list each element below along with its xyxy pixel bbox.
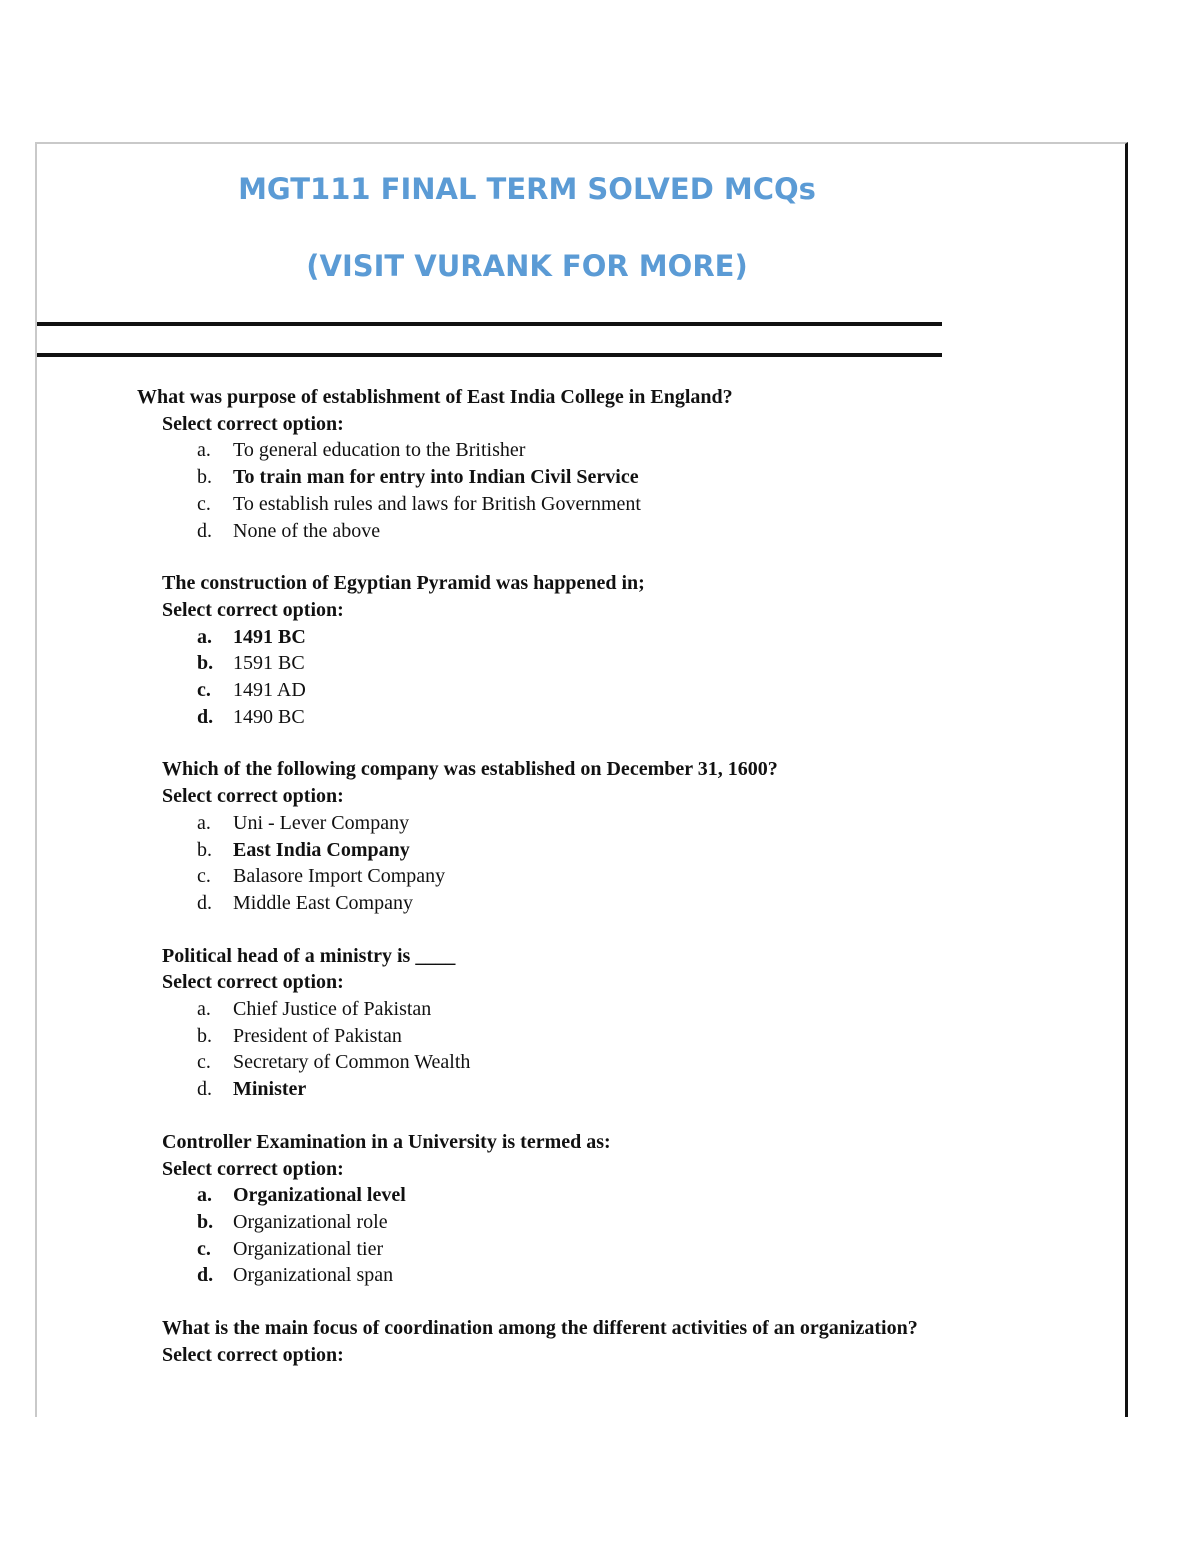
question-text: Controller Examination in a University is termed as: xyxy=(162,1130,611,1153)
option-item xyxy=(37,518,1037,545)
option-letter: c. xyxy=(197,1051,211,1074)
option-letter: b. xyxy=(197,838,212,861)
option-item xyxy=(37,650,1037,677)
divider-rule xyxy=(37,322,942,326)
option-letter: b. xyxy=(197,466,212,489)
question-block xyxy=(37,756,1037,916)
correct-answer-text: 1491 BC xyxy=(233,625,306,648)
option-item xyxy=(37,1023,1037,1050)
option-text: 1490 BC xyxy=(233,705,305,728)
option-letter: b. xyxy=(197,652,214,675)
option-letter: b. xyxy=(197,1210,214,1233)
correct-answer-text: East India Company xyxy=(233,838,410,861)
option-item xyxy=(37,464,1037,491)
option-text: Secretary of Common Wealth xyxy=(233,1051,471,1074)
option-item xyxy=(37,1236,1037,1263)
select-option-prompt: Select correct option: xyxy=(162,598,344,621)
question-block xyxy=(37,1315,1037,1368)
option-item xyxy=(37,677,1037,704)
divider-rule xyxy=(37,353,942,357)
option-list xyxy=(37,996,1037,1103)
correct-answer-text: To train man for entry into Indian Civil Service xyxy=(233,466,639,489)
option-letter: c. xyxy=(197,679,211,702)
question-block xyxy=(37,1129,1037,1289)
document-subtitle: (VISIT VURANK FOR MORE) xyxy=(306,249,748,283)
question-text: What was purpose of establishment of East India College in England? xyxy=(137,386,733,408)
question-text: Political head of a ministry is ____ xyxy=(162,944,456,967)
option-letter: c. xyxy=(197,1237,211,1260)
option-text: Organizational tier xyxy=(233,1237,384,1260)
document-page xyxy=(35,142,1128,1417)
option-letter: a. xyxy=(197,811,211,834)
option-letter: d. xyxy=(197,519,212,542)
option-item xyxy=(37,1049,1037,1076)
question-block xyxy=(37,943,1037,1103)
option-text: President of Pakistan xyxy=(233,1024,402,1047)
correct-answer-text: Organizational level xyxy=(233,1184,406,1207)
option-letter: d. xyxy=(197,1078,212,1101)
option-text: Organizational role xyxy=(233,1210,388,1233)
option-letter: d. xyxy=(197,891,212,914)
option-item xyxy=(37,863,1037,890)
option-item xyxy=(37,996,1037,1023)
option-letter: d. xyxy=(197,705,214,728)
select-option-prompt: Select correct option: xyxy=(162,1343,344,1366)
option-item xyxy=(37,1076,1037,1103)
correct-answer-text: Minister xyxy=(233,1078,307,1101)
question-list xyxy=(37,384,1037,1395)
option-text: None of the above xyxy=(233,519,381,542)
option-item xyxy=(37,890,1037,917)
select-option-prompt: Select correct option: xyxy=(162,785,344,808)
option-text: To establish rules and laws for British Government xyxy=(233,492,641,515)
option-item xyxy=(37,1209,1037,1236)
option-item xyxy=(37,810,1037,837)
option-item xyxy=(37,437,1037,464)
option-item xyxy=(37,491,1037,518)
question-text: Which of the following company was established on December 31, 1600? xyxy=(162,758,778,781)
option-letter: a. xyxy=(197,998,211,1021)
option-text: 1491 AD xyxy=(233,679,306,702)
option-letter: c. xyxy=(197,865,211,888)
option-letter: c. xyxy=(197,492,211,515)
option-letter: a. xyxy=(197,1184,212,1207)
question-text: The construction of Egyptian Pyramid was happened in; xyxy=(162,572,645,595)
question-text: What is the main focus of coordination among the different activities of an organization? xyxy=(162,1317,918,1340)
option-item xyxy=(37,1182,1037,1209)
select-option-prompt: Select correct option: xyxy=(162,412,344,435)
option-list xyxy=(37,624,1037,731)
option-item xyxy=(37,704,1037,731)
option-item xyxy=(37,1262,1037,1289)
document-title: MGT111 FINAL TERM SOLVED MCQs xyxy=(238,172,816,206)
option-text: Balasore Import Company xyxy=(233,865,446,888)
option-list xyxy=(37,810,1037,917)
question-block xyxy=(37,384,1037,544)
option-text: Middle East Company xyxy=(233,891,413,914)
option-letter: d. xyxy=(197,1264,214,1287)
question-block xyxy=(37,570,1037,730)
option-letter: b. xyxy=(197,1024,212,1047)
select-option-prompt: Select correct option: xyxy=(162,1157,344,1180)
option-text: To general education to the Britisher xyxy=(233,439,526,462)
option-item xyxy=(37,837,1037,864)
option-list xyxy=(37,1182,1037,1289)
option-text: Uni - Lever Company xyxy=(233,811,410,834)
option-text: 1591 BC xyxy=(233,652,305,675)
option-letter: a. xyxy=(197,439,211,462)
option-item xyxy=(37,624,1037,651)
option-list xyxy=(37,437,1037,544)
option-text: Organizational span xyxy=(233,1264,394,1287)
option-letter: a. xyxy=(197,625,212,648)
option-text: Chief Justice of Pakistan xyxy=(233,998,432,1021)
select-option-prompt: Select correct option: xyxy=(162,971,344,994)
